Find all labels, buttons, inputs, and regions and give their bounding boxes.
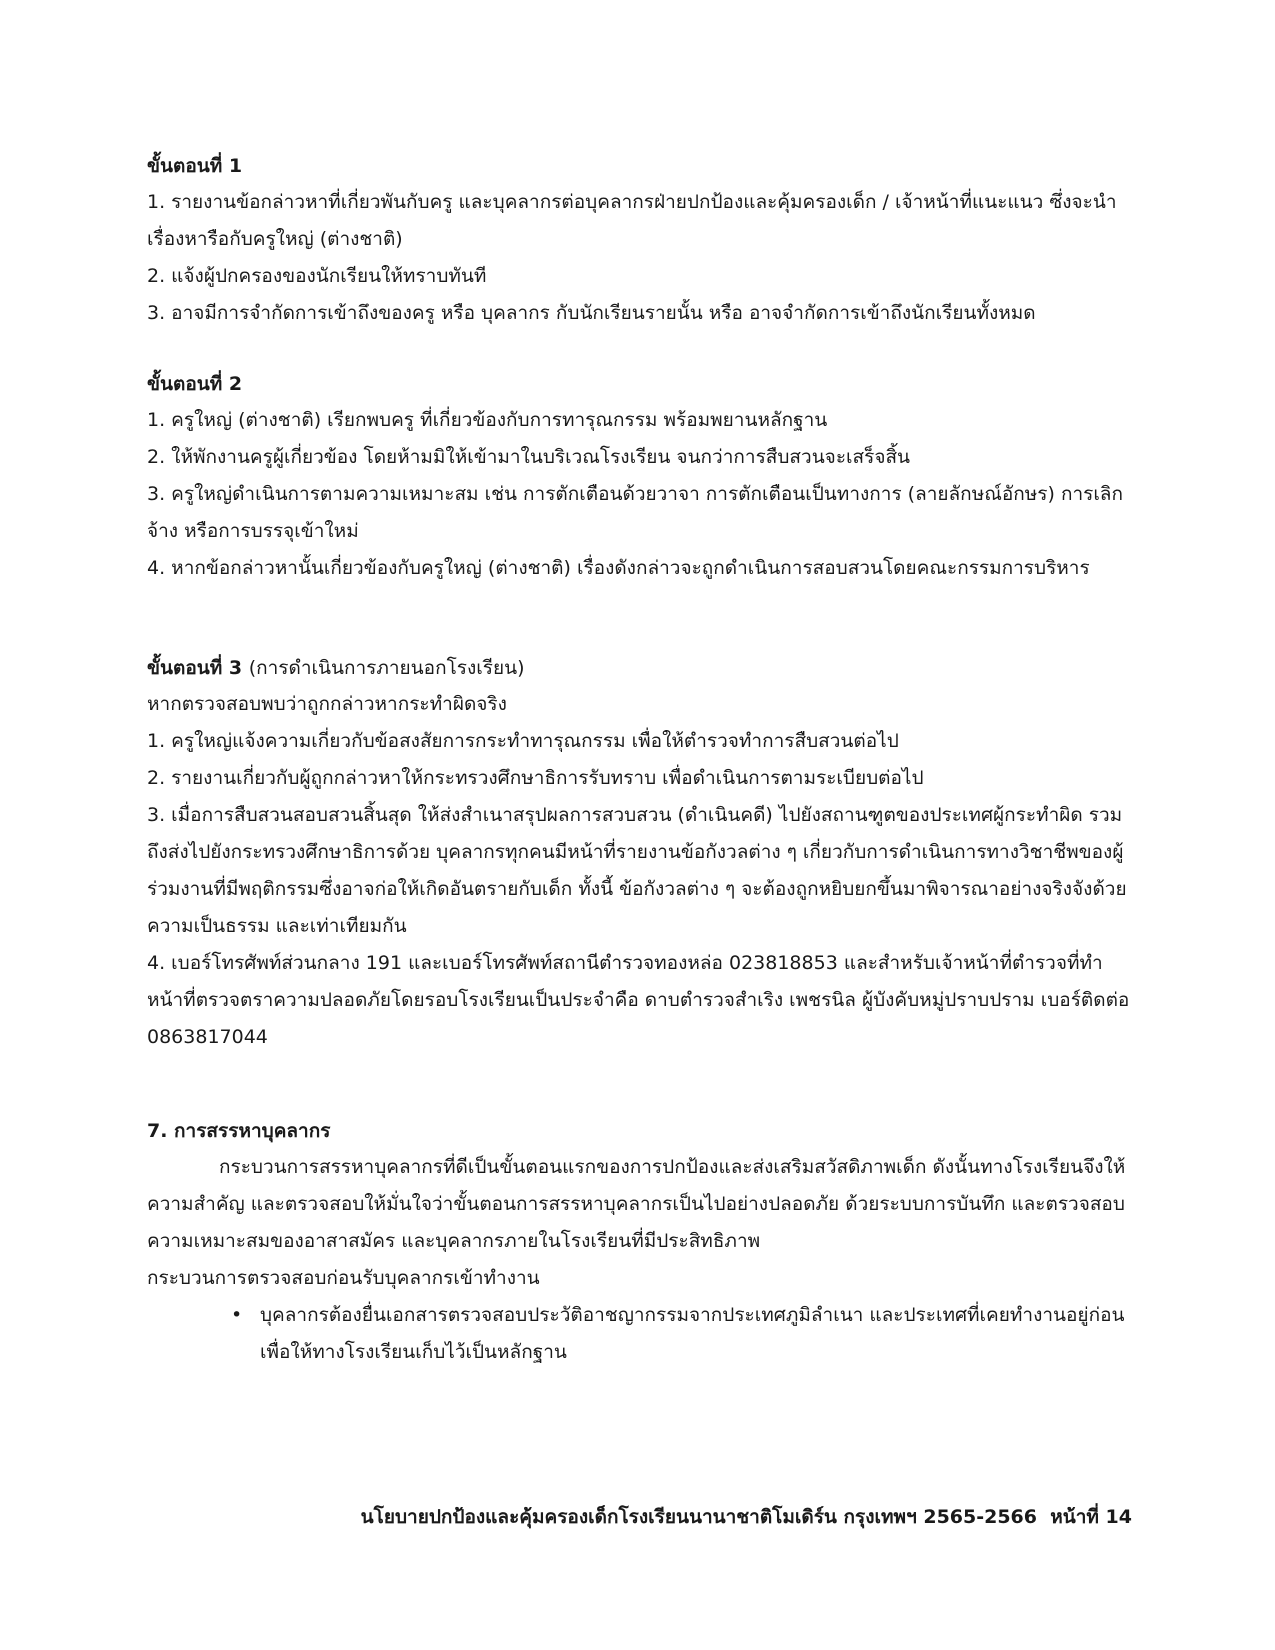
step2-item-4: 4. หากข้อกล่าวหานั้นเกี่ยวข้องกับครูใหญ่ (ต่างชาติ) เรื่องดังกล่าวจะถูกดำเนินการสอบสวนโดยคณะกรรมการบริหาร: [147, 557, 1090, 579]
step3-item-2: 2. รายงานเกี่ยวกับผู้ถูกกล่าวหาให้กระทรวงศึกษาธิการรับทราบ เพื่อดำเนินการตามระเบียบต่อไป: [147, 767, 924, 789]
step2-item-1: 1. ครูใหญ่ (ต่างชาติ) เรียกพบครู ที่เกี่ยวข้องกับการทารุณกรรม พร้อมพยานหลักฐาน: [147, 409, 828, 431]
step3-heading: ขั้นตอนที่ 3: [147, 657, 243, 679]
recruitment-bullet-1: [147, 1297, 1132, 1371]
recruitment-bullet-list: [147, 1297, 1132, 1371]
recruitment-paragraph: กระบวนการสรรหาบุคลากรที่ดีเป็นขั้นตอนแรกของการปกป้องและส่งเสริมสวัสดิภาพเด็ก ดังนั้นทางโรงเรียนจึงให้ความสำคัญ และตรวจสอบให้มั่นใจว่าขั้นตอนการสรรหาบุคลากรเป็นไปอย่างปลอดภัย ด้วยระบบการบันทึก และตรวจสอบความเหมาะสมของอาสาสมัคร และบุคลากรภายในโรงเรียนที่มีประสิทธิภาพ: [147, 1156, 1126, 1252]
recruitment-subheading: กระบวนการตรวจสอบก่อนรับบุคลากรเข้าทำงาน: [147, 1267, 540, 1289]
step1-item-1: 1. รายงานข้อกล่าวหาที่เกี่ยวพันกับครู และบุคลากรต่อบุคลากรฝ่ายปกป้องและคุ้มครองเด็ก / เจ้าหน้าที่แนะแนว ซึ่งจะนำเรื่องหารือกับครูใหญ่ (ต่างชาติ): [147, 191, 1117, 250]
footer-title: นโยบายปกป้องและคุ้มครองเด็กโรงเรียนนานาชาติโมเดิร์น กรุงเทพฯ 2565-2566: [360, 1506, 1037, 1528]
step1-heading: ขั้นตอนที่ 1: [147, 155, 243, 177]
step3-intro: หากตรวจสอบพบว่าถูกกล่าวหากระทำผิดจริง: [147, 693, 507, 715]
footer-page-number: หน้าที่ 14: [1050, 1506, 1132, 1528]
step3-item-3: 3. เมื่อการสืบสวนสอบสวนสิ้นสุด ให้ส่งสำเนาสรุปผลการสวบสวน (ดำเนินคดี) ไปยังสถานฑูตของประเทศผู้กระทำผิด รวมถึงส่งไปยังกระทรวงศึกษาธิการด้วย บุคลากรทุกคนมีหน้าที่รายงานข้อกังวลต่าง ๆ เกี่ยวกับการดำเนินการทางวิชาชีพของผู้ร่วมงานที่มีพฤติกรรมซึ่งอาจก่อให้เกิดอันตรายกับเด็ก ทั้งนี้ ข้อกังวลต่าง ๆ จะต้องถูกหยิบยกขึ้นมาพิจารณาอย่างจริงจังด้วยความเป็นธรรม และเท่าเทียมกัน: [147, 804, 1127, 937]
step3-item-1: 1. ครูใหญ่แจ้งความเกี่ยวกับข้อสงสัยการกระทำทารุณกรรม เพื่อให้ตำรวจทำการสืบสวนต่อไป: [147, 730, 899, 752]
step1-item-3: 3. อาจมีการจำกัดการเข้าถึงของครู หรือ บุคลากร กับนักเรียนรายนั้น หรือ อาจจำกัดการเข้าถึงนักเรียนทั้งหมด: [147, 302, 1036, 324]
step3-section: [147, 650, 1132, 1056]
step3-heading-row: [147, 650, 1132, 686]
page-footer: [361, 1502, 1132, 1532]
recruitment-section: [147, 1113, 1132, 1371]
bullet-dot-icon: •: [231, 1304, 243, 1326]
recruitment-heading: 7. การสรรหาบุคลากร: [147, 1120, 331, 1142]
step1-item-2: 2. แจ้งผู้ปกครองของนักเรียนให้ทราบทันที: [147, 265, 487, 287]
step3-heading-note: (การดำเนินการภายนอกโรงเรียน): [248, 657, 525, 679]
step2-item-2: 2. ให้พักงานครูผู้เกี่ยวข้อง โดยห้ามมิให้เข้ามาในบริเวณโรงเรียน จนกว่าการสืบสวนจะเสร็จสิ้น: [147, 446, 911, 468]
recruitment-bullet-text: บุคลากรต้องยื่นเอกสารตรวจสอบประวัติอาชญากรรมจากประเทศภูมิลำเนา และประเทศที่เคยทำงานอยู่ก่อน เพื่อให้ทางโรงเรียนเก็บไว้เป็นหลักฐาน: [260, 1304, 1125, 1363]
step3-item-4: 4. เบอร์โทรศัพท์ส่วนกลาง 191 และเบอร์โทรศัพท์สถานีตำรวจทองหล่อ 023818853 และสำหรับเจ้าหน้าที่ตำรวจที่ทำหน้าที่ตรวจตราความปลอดภัยโดยรอบโรงเรียนเป็นประจำคือ ดาบตำรวจสำเริง เพชรนิล ผู้บังคับหมู่ปราบปราม เบอร์ติดต่อ 0863817044: [147, 952, 1130, 1048]
step2-section: [147, 366, 1132, 587]
step2-heading: ขั้นตอนที่ 2: [147, 373, 243, 395]
step2-item-3: 3. ครูใหญ่ดำเนินการตามความเหมาะสม เช่น การตักเตือนด้วยวาจา การตักเตือนเป็นทางการ (ลายลักษณ์อักษร) การเลิกจ้าง หรือการบรรจุเข้าใหม่: [147, 483, 1123, 542]
step1-section: [147, 148, 1132, 332]
